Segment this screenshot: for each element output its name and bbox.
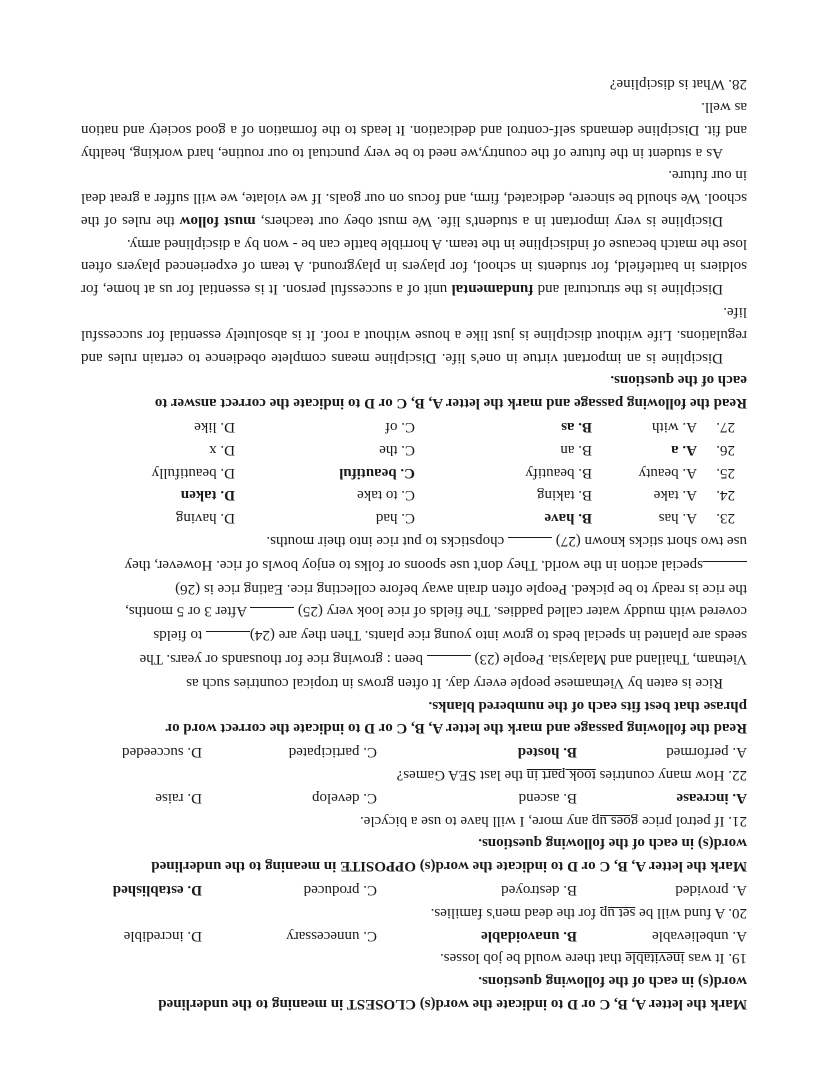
passage-text: special action in the world. They don't use spoons or folks to enjoy bowls of rice. However, they (124, 556, 703, 573)
question-number: 24. (716, 487, 735, 504)
option-b[interactable]: B. an (560, 441, 592, 458)
question-text: the last SEA Games? (396, 767, 527, 784)
blank-27[interactable] (508, 537, 552, 553)
option-d[interactable]: D. taken (180, 487, 235, 504)
reading-paragraph-2 (81, 232, 747, 300)
option-a[interactable]: A. performed (666, 744, 747, 761)
reading-paragraph-1: Discipline is an important virtue in one's life. Discipline means complete obedience to certain rules and regulations. Life without discipline is just like a house without a roof. It is absolutely essential for successful life. (81, 304, 747, 366)
question-text: 20. A fund will be (635, 904, 747, 921)
passage-text: After 3 or 5 months, (125, 603, 248, 620)
question-text: 22. How many countries (595, 767, 747, 784)
passage-text: been : growing rice for thousands or years. The (139, 651, 423, 668)
question-text: for the dead men's families. (430, 904, 600, 921)
option-c[interactable]: C. produced (303, 882, 377, 899)
question-text: any more, I will have to use a bicycle. (360, 812, 593, 829)
options-27 (81, 415, 747, 438)
heading-line: phrase that best fits each of the numbered blanks. (428, 697, 747, 714)
option-b[interactable]: B. unavoidable (481, 927, 577, 944)
option-b[interactable]: B. hosted (517, 744, 577, 761)
question-28: 28. What is discipline? (609, 76, 747, 93)
passage-text: seeds are planted in special beds to grow into young rice plants. Then they are (24) (249, 627, 747, 644)
passage-text: chopsticks to put rice into their mouths. (266, 533, 505, 550)
option-d[interactable]: D. having (175, 510, 235, 527)
option-b[interactable]: B. destroyed (501, 882, 577, 899)
options-26 (81, 438, 747, 461)
option-c[interactable]: C. of (385, 419, 415, 436)
underlined-word: set up (599, 904, 636, 921)
heading-line: word(s) in each of the following questions. (478, 973, 747, 990)
options-21 (81, 786, 747, 809)
option-a[interactable]: A. with (652, 419, 697, 436)
option-b[interactable]: B. taking (537, 487, 592, 504)
options-24 (81, 484, 747, 507)
underlined-word: took part in (526, 767, 596, 784)
passage-line (81, 623, 747, 647)
blank-26[interactable] (703, 561, 747, 577)
paragraph-text: unit of a successful person. It is essential for us at home, for soldiers in battlefield, for students in school, for players in playground. A team of experienced players often lose the match because of indiscipline in the team. A horrible battle can be - won by a disciplined army. (81, 235, 747, 298)
heading-line: Read the following passage and mark the letter A, B, C or D to indicate the correct answer to (154, 395, 747, 412)
heading-line: Read the following passage and mark the letter A, B, C or D to indicate the correct word or (165, 720, 747, 737)
paragraph-text: Discipline is the structural and (533, 281, 723, 298)
cloze-passage (81, 529, 747, 694)
option-c[interactable]: C. had (375, 510, 415, 527)
option-d[interactable]: D. x (209, 441, 235, 458)
option-a[interactable]: A. unbelievable (652, 927, 747, 944)
reading-paragraph-3 (81, 164, 747, 232)
passage-text: use two short sticks known (27) (555, 533, 747, 550)
option-d[interactable]: D. like (194, 419, 235, 436)
blank-24[interactable] (206, 631, 250, 647)
passage-line: the rice is ready to be picked. People often drain away before collecting rice. Eating rice is (26) (175, 580, 747, 597)
underlined-word: inevitable (625, 950, 685, 967)
option-d[interactable]: D. established (112, 882, 202, 899)
option-c[interactable]: C. the (379, 441, 415, 458)
passage-text: covered with muddy water called paddies. The fields of rice look very (25) (297, 603, 747, 620)
question-number: 23. (716, 510, 735, 527)
blank-25[interactable] (250, 607, 294, 623)
section-heading-closest (81, 969, 747, 1015)
passage-text: Vietnam, Thailand and Malaysia. People (23) (474, 651, 747, 668)
reading-paragraph-4: As a student in the future of the country,we need to be very punctual to our routine, hard working, healthy and fit. Discipline demands self-control and dedication. It leads to the formation of a good society and nation as well. (81, 98, 747, 161)
bold-word: fundamental (451, 281, 534, 298)
question-19 (81, 947, 747, 970)
option-a[interactable]: A. increase (676, 789, 747, 806)
option-b[interactable]: B. ascend (518, 789, 577, 806)
blank-23[interactable] (427, 655, 471, 671)
option-d[interactable]: D. beautifully (151, 464, 235, 481)
option-c[interactable]: C. unnecessary (286, 927, 377, 944)
options-19 (81, 924, 747, 947)
heading-line: Mark the letter A, B, C or D to indicate the word(s) CLOSEST in meaning to the underlined (158, 996, 747, 1012)
document-content (81, 72, 747, 1015)
question-text: that there would be job losses. (439, 950, 626, 967)
underlined-word: goes up (592, 812, 639, 829)
heading-line: word(s) in each of the following questions. (478, 835, 747, 852)
options-25 (81, 461, 747, 484)
option-d[interactable]: D. incredible (123, 927, 202, 944)
options-23 (81, 506, 747, 529)
options-22 (81, 740, 747, 763)
question-20 (81, 901, 747, 924)
question-text: 21. If petrol price (638, 812, 747, 829)
option-d[interactable]: D. raise (155, 789, 202, 806)
question-number: 27. (716, 419, 735, 436)
passage-line: Rice is eaten by Vietnamese people every day. It often grows in tropical countries such as (186, 674, 723, 691)
option-d[interactable]: D. succeeded (122, 744, 202, 761)
question-22 (81, 763, 747, 786)
question-text: 19. It was (684, 950, 747, 967)
question-21 (81, 809, 747, 832)
question-number: 26. (716, 441, 735, 458)
option-b[interactable]: B. as (561, 419, 592, 436)
option-c[interactable]: C. develop (312, 789, 377, 806)
options-20 (81, 878, 747, 901)
section-heading-reading (81, 369, 747, 415)
option-c[interactable]: C. beautiful (339, 464, 415, 481)
option-b[interactable]: B. beautify (525, 464, 592, 481)
passage-line (81, 529, 747, 553)
passage-line (81, 600, 747, 624)
option-a[interactable]: A. beauty (638, 464, 697, 481)
option-a[interactable]: A. provided (675, 882, 747, 899)
option-c[interactable]: C. to take (357, 487, 415, 504)
paragraph-text: Discipline is very important in a student's life. We must obey our teachers, (255, 212, 723, 229)
option-c[interactable]: C. participated (288, 744, 377, 761)
option-a[interactable]: A. take (653, 487, 697, 504)
heading-line: Mark the letter A, B, C or D to indicate the word(s) OPPOSITE in meaning to the underlined (151, 858, 747, 875)
option-a[interactable]: A. a (671, 441, 697, 458)
bold-word: must follow (179, 212, 256, 229)
section-heading-cloze (81, 694, 747, 740)
heading-line: each of the questions. (610, 372, 747, 389)
question-number: 25. (716, 464, 735, 481)
option-b[interactable]: B. have (544, 510, 592, 527)
passage-line (81, 553, 747, 577)
section-heading-opposite (81, 832, 747, 878)
option-a[interactable]: A. has (658, 510, 697, 527)
passage-text: to fields (153, 627, 203, 644)
passage-line (81, 647, 747, 671)
paragraph-text: the rules of the school. We should be sincere, dedicated, firm, and focus on our goals. If we violate, we will suffer a great deal in our future. (81, 167, 747, 229)
